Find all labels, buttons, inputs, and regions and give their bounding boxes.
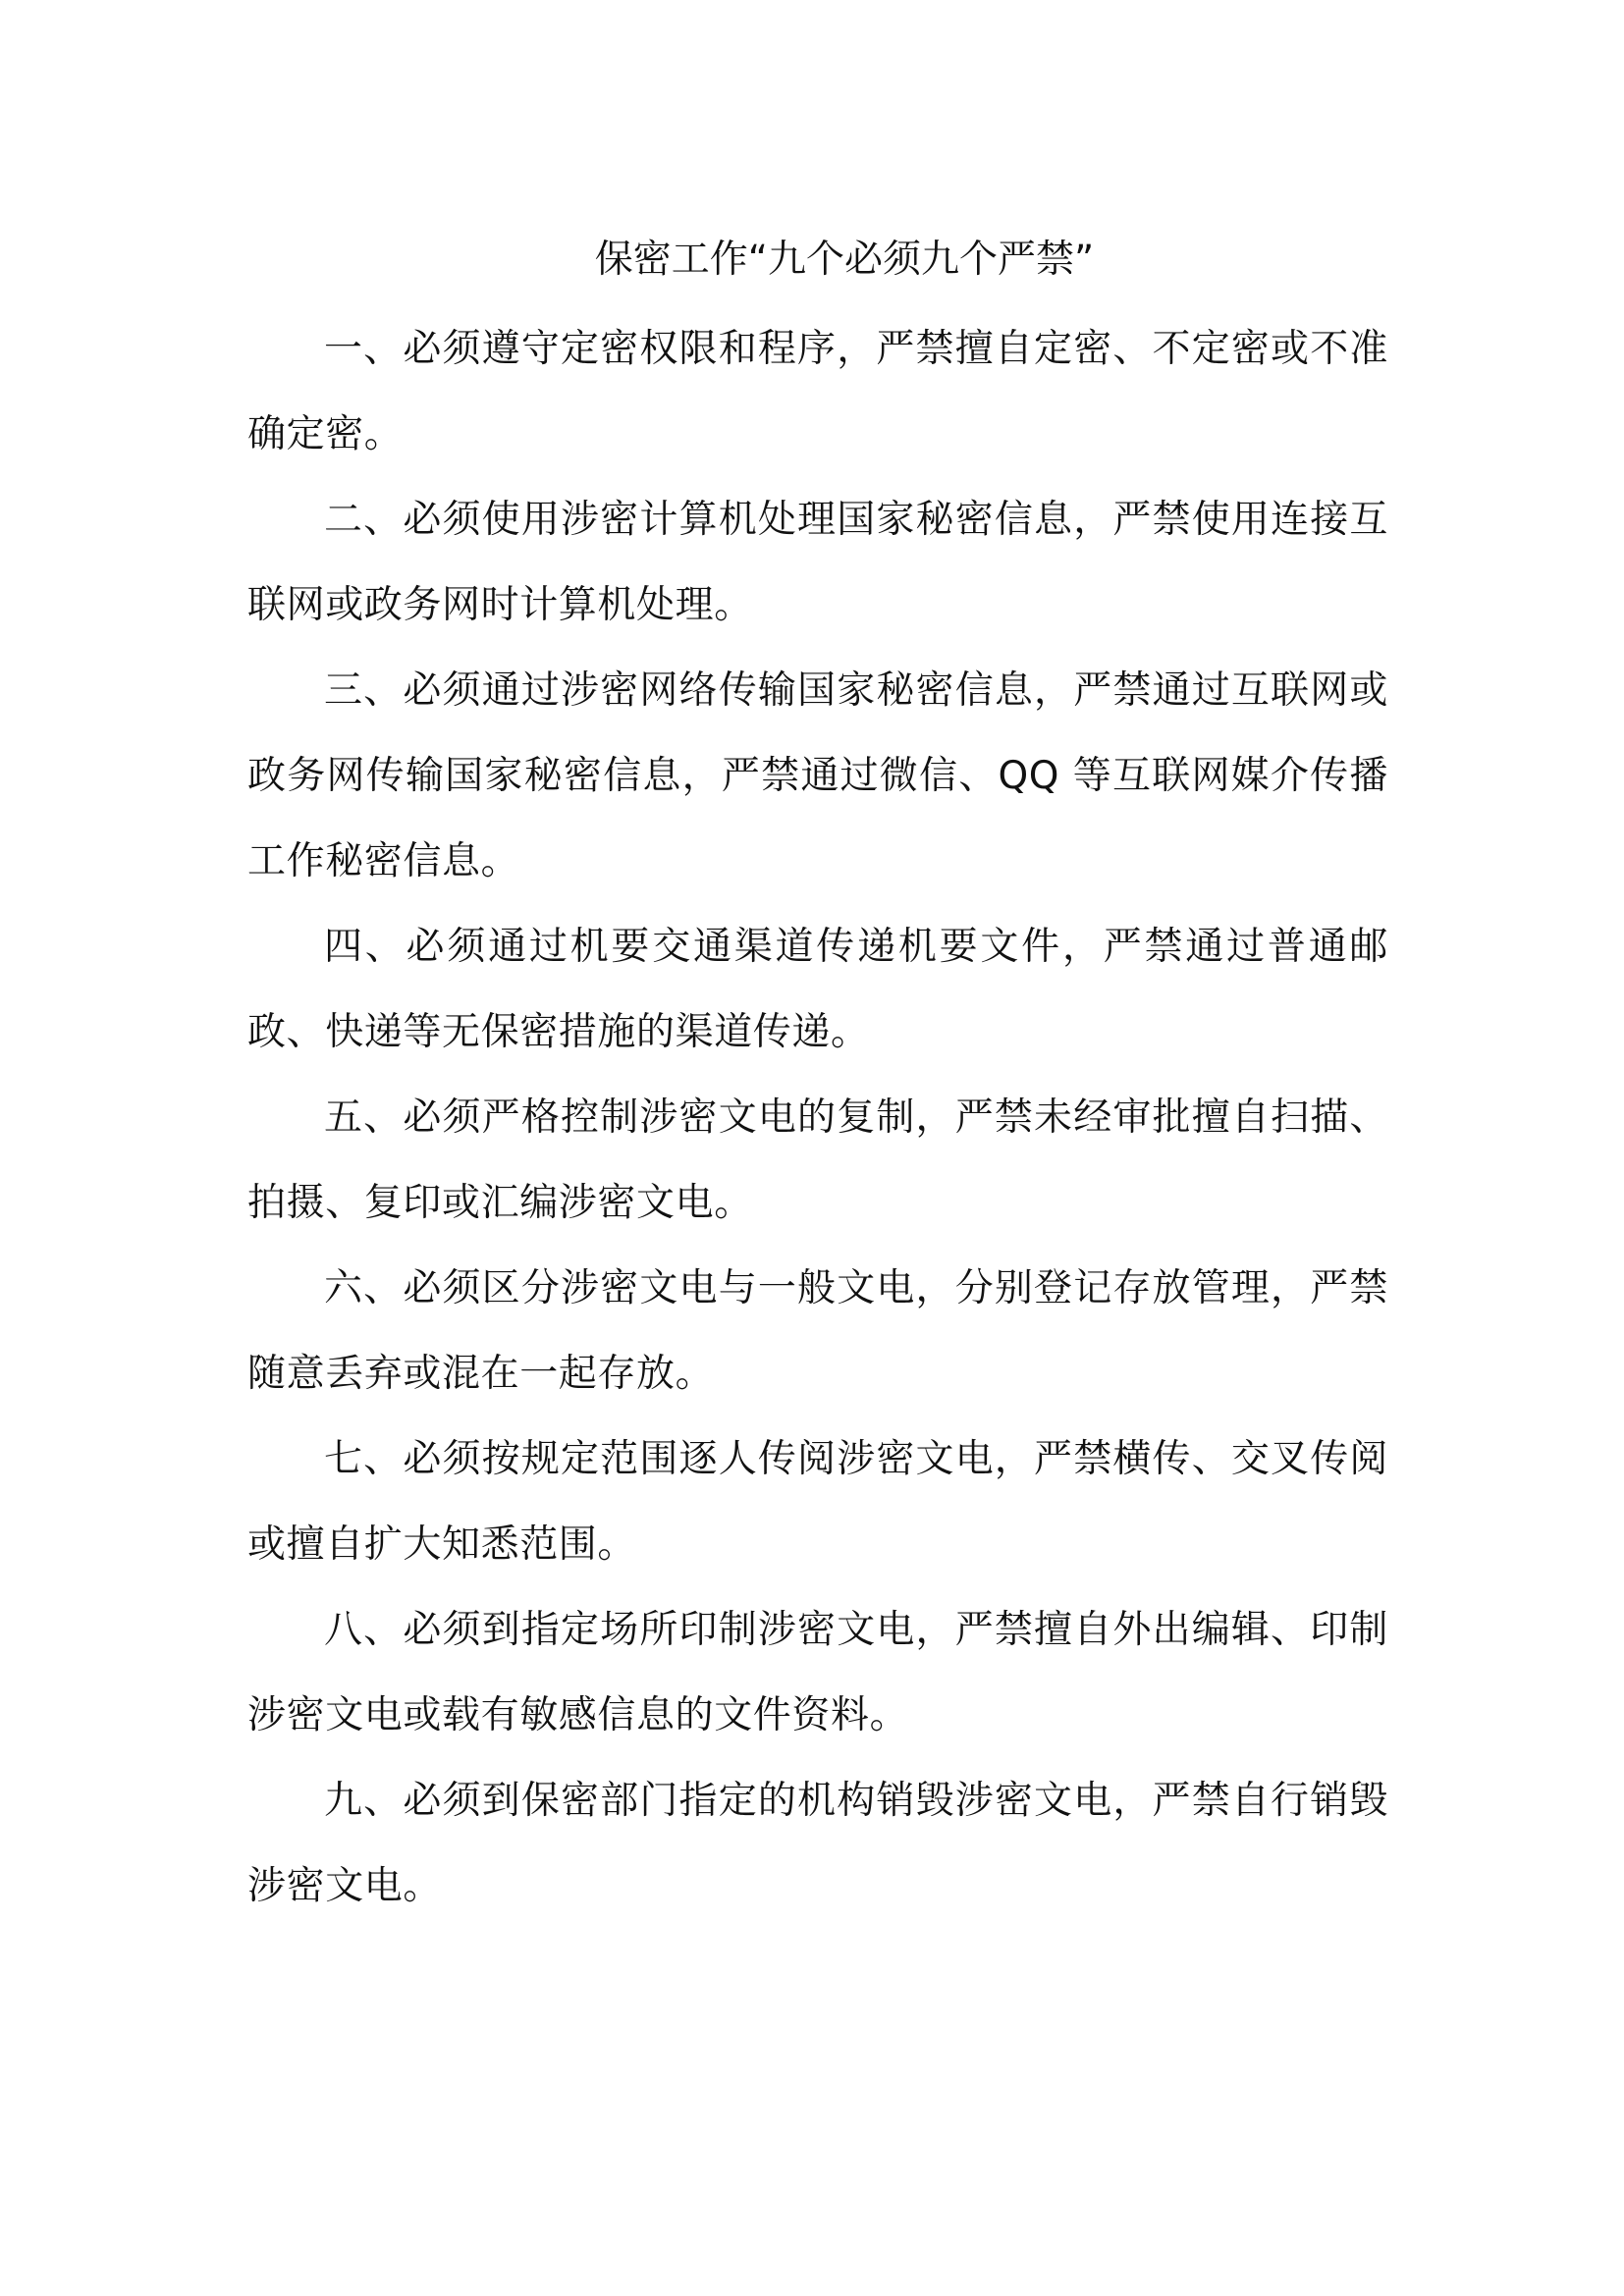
rule-item-4: 四、必须通过机要交通渠道传递机要文件，严禁通过普通邮政、快递等无保密措施的渠道传递。 <box>247 925 1388 1054</box>
rule-item-8: 八、必须到指定场所印制涉密文电，严禁擅自外出编辑、印制涉密文电或载有敏感信息的文件资料。 <box>247 1608 1388 1737</box>
document-title: 保密工作“九个必须九个严禁” <box>594 238 1095 282</box>
rule-item-7: 七、必须按规定范围逐人传阅涉密文电，严禁横传、交叉传阅或擅自扩大知悉范围。 <box>247 1437 1388 1567</box>
rule-item-3: 三、必须通过涉密网络传输国家秘密信息，严禁通过互联网或政务网传输国家秘密信息，严禁通过微信、QQ 等互联网媒介传播工作秘密信息。 <box>247 668 1388 883</box>
rule-item-5: 五、必须严格控制涉密文电的复制，严禁未经审批擅自扫描、拍摄、复印或汇编涉密文电。 <box>247 1095 1388 1225</box>
rule-item-6: 六、必须区分涉密文电与一般文电，分别登记存放管理，严禁随意丢弃或混在一起存放。 <box>247 1266 1388 1396</box>
rule-item-1: 一、必须遵守定密权限和程序，严禁擅自定密、不定密或不准确定密。 <box>247 327 1388 456</box>
rule-item-9: 九、必须到保密部门指定的机构销毁涉密文电，严禁自行销毁涉密文电。 <box>247 1779 1388 1908</box>
document-body <box>247 306 1388 1929</box>
rule-item-2: 二、必须使用涉密计算机处理国家秘密信息，严禁使用连接互联网或政务网时计算机处理。 <box>247 498 1388 627</box>
